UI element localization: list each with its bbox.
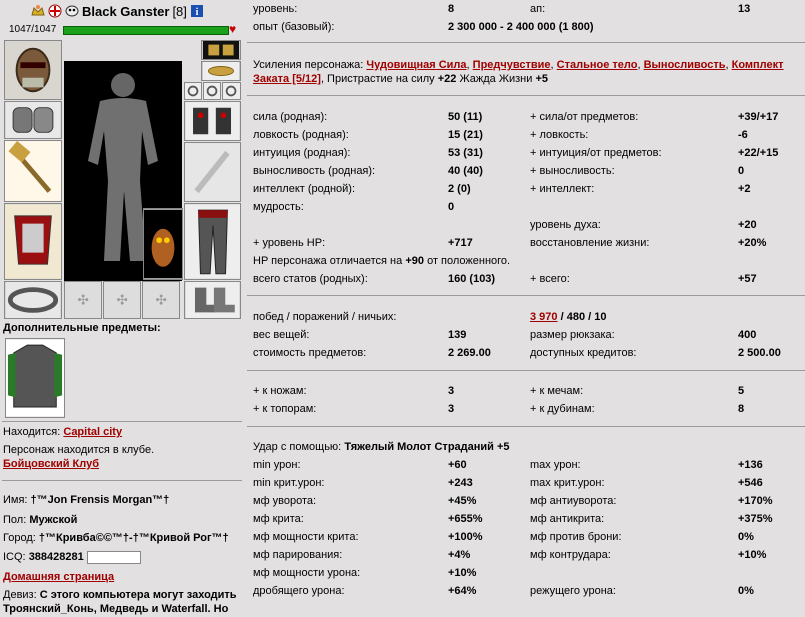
gender-value: Мужской [29,514,78,526]
backpack-value: 400 [738,329,757,341]
club-link[interactable]: Бойцовский Клуб [3,458,100,470]
stat-intel-label: интеллект (родной): [253,183,356,195]
bonus-agi-value: -6 [738,129,748,141]
location-link[interactable]: Capital city [63,426,123,438]
weight-value: 139 [448,329,467,341]
buff-link-4[interactable]: Выносливость [643,59,726,71]
earring-slot[interactable] [201,40,241,60]
level-value: 8 [448,3,455,15]
weapon-mod-r: мф антиуворота: [530,495,617,507]
weapon-mod-l: min крит.урон: [253,477,325,489]
weapon-mod-lv: +10% [448,567,477,579]
weapon-mod-lv: +243 [448,477,473,489]
sun-crown-icon[interactable] [31,4,45,18]
info-icon[interactable] [190,4,204,18]
weapon-mod-rv: +546 [738,477,763,489]
weapon-mod-l: мф парирования: [253,549,343,561]
stat-str-value: 50 (11) [448,111,483,123]
weapon-mod-l: мф мощности урона: [253,567,361,579]
weapon-mod-rv: +136 [738,459,763,471]
character-panel [0,0,246,616]
weapon-name: Тяжелый Молот Страданий +5 [344,441,510,453]
weapon-mod-rv: +170% [738,495,773,507]
buff-link-5[interactable]: Комплект [731,59,784,71]
axes-value: 3 [448,403,455,415]
icq-row: ICQ: 388428281 [3,549,141,565]
all-bonus-value: +57 [738,273,757,285]
weapon-mod-lv: +655% [448,513,483,525]
stat-agi-label: ловкость (родная): [253,129,349,141]
gender-row: Пол: Мужской [3,514,78,526]
weapon-mod-rv: 0% [738,531,754,543]
city-row: Город: †™Кривба©©™†-†™Кривой Рог™† [3,532,229,544]
exp-value: 2 300 000 - 2 400 000 (1 800) [448,21,594,33]
weapon-row: Удар с помощью: Тяжелый Молот Страданий +5 [253,441,510,453]
weapon-slot[interactable] [4,140,62,202]
buffs-row-2: Заката [5/12], Пристрастие на силу +22 Жажда Жизни +5 [253,73,548,85]
bracers-slot[interactable] [4,101,62,139]
hp-note: HP персонажа отличается на +90 от положенного. [253,255,511,267]
regen-value: +20% [738,237,767,249]
knives-value: 3 [448,385,455,397]
regen-label: восстановление жизни: [530,237,650,249]
helmet-slot[interactable] [4,40,62,100]
svg-text:✣: ✣ [77,292,89,308]
character-level: [8] [172,3,187,19]
bonus-int-value: +22/+15 [738,147,779,159]
weapon-mod-rv: +10% [738,549,767,561]
stat-wis-value: 0 [448,201,455,213]
hp-bonus-label: + уровень HP: [253,237,326,249]
weapon-mod-rv: 0% [738,585,754,597]
city-value: †™Кривба©©™†-†™Кривой Рог™† [38,532,229,544]
weapon-mod-r: max крит.урон: [530,477,605,489]
buff-link-1[interactable]: Чудовищная Сила [366,59,467,71]
bonus-str-label: + сила/от предметов: [530,111,639,123]
heart-icon: ♥ [229,22,237,36]
homepage-link[interactable]: Домашняя страница [3,571,115,583]
stat-end-label: выносливость (родная): [253,165,376,177]
ap-value: 13 [738,3,751,15]
knives-label: + к ножам: [253,385,307,397]
armor-slot[interactable] [4,203,62,280]
homepage-row [3,569,114,585]
weapon-mod-lv: +100% [448,531,483,543]
cost-value: 2 269.00 [448,347,491,359]
shield-slot[interactable] [184,142,241,202]
weapon-mod-r: max урон: [530,459,581,471]
total-stats-value: 160 (103) [448,273,496,285]
hp-bonus-value: +717 [448,237,473,249]
weapon-mod-l: мф крита: [253,513,304,525]
pants-slot[interactable] [184,203,241,280]
red-cross-shield-icon[interactable] [48,4,62,18]
svg-text:i: i [195,7,199,18]
buff-link-3[interactable]: Стальное тело [556,59,638,71]
stat-wis-label: мудрость: [253,201,304,213]
weapon-mod-l: мф мощности крита: [253,531,359,543]
weight-label: вес вещей: [253,329,310,341]
character-name: Black Ganster [82,3,170,19]
weapon-mod-l: min урон: [253,459,301,471]
weapon-mod-rv: +375% [738,513,773,525]
bonus-str-value: +39/+17 [738,111,779,123]
set-link[interactable]: Заката [5/12] [253,73,321,85]
rune-slot-2[interactable] [103,281,141,319]
backpack-label: размер рюкзака: [530,329,615,341]
wins-label: побед / поражений / ничьих: [253,311,397,323]
weapon-mod-lv: +60 [448,459,467,471]
weapon-mod-r: мф антикрита: [530,513,605,525]
motto-value: С этого компьютера могут заходить [39,589,237,601]
stat-end-value: 40 (40) [448,165,483,177]
hp-value: 1047/1047 [9,24,57,35]
weapon-mod-lv: +64% [448,585,477,597]
stat-int-value: 53 (31) [448,147,483,159]
svg-text:✣: ✣ [116,292,128,308]
belt-slot[interactable] [4,281,62,319]
ring-slot-1[interactable] [184,82,202,100]
stat-str-label: сила (родная): [253,111,328,123]
real-name: †™Jon Frensis Morgan™† [30,494,170,506]
ring-slot-2[interactable] [203,82,221,100]
credits-value: 2 500.00 [738,347,781,359]
cost-label: стоимость предметов: [253,347,367,359]
weapon-mod-lv: +4% [448,549,471,561]
weapon-mod-r: режущего урона: [530,585,616,597]
pet-slot[interactable] [143,208,183,280]
wins-value: 3 970 / 480 / 10 [530,311,607,323]
buff-link-2[interactable]: Предчувствие [472,59,551,71]
icq-status-icon [87,551,141,564]
rune-slot-3[interactable] [142,281,180,319]
bonus-int-label: + интуиция/от предметов: [530,147,662,159]
rune-slot-1[interactable] [64,281,102,319]
extra-items-title: Дополнительные предметы: [3,322,161,334]
location-row: Находится: Capital city [3,426,123,438]
swords-label: + к мечам: [530,385,584,397]
bonus-end-value: 0 [738,165,745,177]
spirit-label: уровень духа: [530,219,601,231]
stat-agi-value: 15 (21) [448,129,483,141]
stat-intel-value: 2 (0) [448,183,471,195]
weapon-mod-l: мф уворота: [253,495,317,507]
name-row: Имя: †™Jon Frensis Morgan™† [3,494,170,506]
weapon-mod-lv: +45% [448,495,477,507]
boots-slot[interactable] [184,281,241,319]
weapon-mod-r: мф против брони: [530,531,622,543]
clubs-value: 8 [738,403,745,415]
ap-label: ап: [530,3,546,15]
gloves-slot[interactable] [184,101,241,141]
exp-label: опыт (базовый): [253,21,335,33]
club-line: Персонаж находится в клубе. [3,444,155,456]
bonus-agi-label: + ловкость: [530,129,589,141]
buffs-row: Усиления персонажа: Чудовищная Сила, Предчувствие, Стальное тело, Выносливость, Комплект [253,59,784,71]
level-label: уровень: [253,3,298,15]
bonus-end-label: + выносливость: [530,165,615,177]
extra-item-shirt[interactable] [5,338,65,418]
amulet-slot[interactable] [201,61,241,81]
all-bonus-label: + всего: [530,273,570,285]
swords-value: 5 [738,385,745,397]
spirit-value: +20 [738,219,757,231]
club-row [3,456,99,472]
weapon-mod-l: дробящего урона: [253,585,345,597]
svg-text:✣: ✣ [155,292,167,308]
credits-label: доступных кредитов: [530,347,637,359]
motto-value-2: Троянский_Конь, Медведь и Waterfall. Но [3,603,229,615]
wins-link[interactable]: 3 970 [530,311,558,323]
mask-icon[interactable] [65,4,79,18]
hp-bar [63,26,229,35]
bonus-intel-label: + интеллект: [530,183,595,195]
axes-label: + к топорам: [253,403,317,415]
clubs-label: + к дубинам: [530,403,595,415]
icq-value: 388428281 [28,551,84,563]
ring-slot-3[interactable] [222,82,241,100]
bonus-intel-value: +2 [738,183,751,195]
stat-int-label: интуиция (родная): [253,147,351,159]
motto-row: Девиз: С этого компьютера могут заходить [3,589,237,601]
character-header [2,1,204,21]
total-stats-label: всего статов (родных): [253,273,368,285]
weapon-mod-r: мф контрудара: [530,549,611,561]
